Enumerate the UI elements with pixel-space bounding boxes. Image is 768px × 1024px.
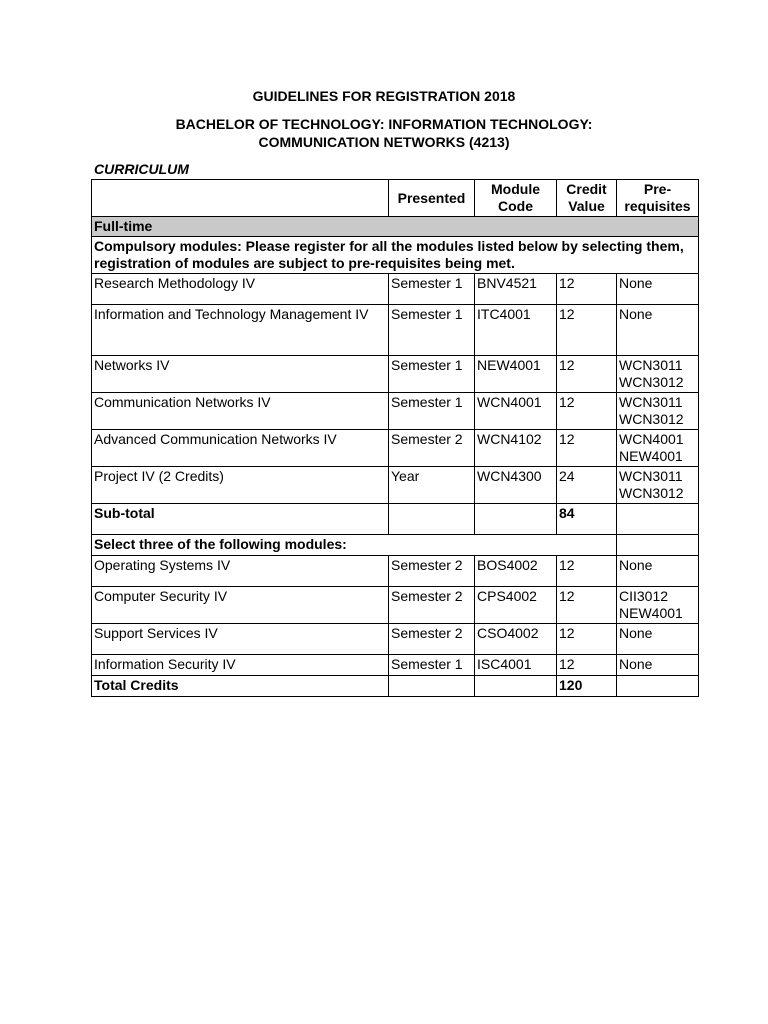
module-name: Advanced Communication Networks IV xyxy=(92,430,389,467)
table-row xyxy=(92,467,699,504)
presented: Semester 1 xyxy=(389,274,475,305)
compulsory-note: Compulsory modules: Please register for all the modules listed below by selecting them, registration of modules are subject to pre-requisites being met. xyxy=(92,237,699,274)
prerequisite-2: WCN3012 xyxy=(619,485,684,501)
prerequisites xyxy=(617,393,699,430)
module-name: Computer Security IV xyxy=(92,587,389,624)
module-code: ISC4001 xyxy=(475,655,557,676)
document-title: GUIDELINES FOR REGISTRATION 2018 xyxy=(252,88,516,104)
programme-title-line-2: COMMUNICATION NETWORKS (4213) xyxy=(258,134,510,150)
module-code: ITC4001 xyxy=(475,305,557,356)
table-row xyxy=(92,587,699,624)
presented: Semester 1 xyxy=(389,356,475,393)
prerequisites xyxy=(617,655,699,676)
presented: Semester 2 xyxy=(389,556,475,587)
credit-value: 12 xyxy=(557,274,617,305)
subtotal-value: 84 xyxy=(557,504,617,535)
prerequisite-1: WCN3011 xyxy=(619,357,683,373)
prerequisite-1: CII3012 xyxy=(619,588,669,604)
empty-cell xyxy=(389,504,475,535)
compulsory-note-row xyxy=(92,237,699,274)
module-code: CPS4002 xyxy=(475,587,557,624)
module-code: BNV4521 xyxy=(475,274,557,305)
credit-value: 12 xyxy=(557,305,617,356)
table-row xyxy=(92,356,699,393)
module-name: Information Security IV xyxy=(92,655,389,676)
module-code: NEW4001 xyxy=(475,356,557,393)
header-presented: Presented xyxy=(389,180,475,217)
table-row xyxy=(92,274,699,305)
full-time-label: Full-time xyxy=(92,217,699,237)
module-name: Research Methodology IV xyxy=(92,274,389,305)
prerequisites xyxy=(617,356,699,393)
compulsory-modules xyxy=(92,274,699,504)
module-name: Information and Technology Management IV xyxy=(92,305,389,356)
table-row xyxy=(92,655,699,676)
prerequisites xyxy=(617,430,699,467)
header-module-code: Module Code xyxy=(475,180,557,217)
full-time-section-row xyxy=(92,217,699,237)
table-header-row xyxy=(92,180,699,217)
prerequisite-2: NEW4001 xyxy=(619,448,683,464)
elective-modules xyxy=(92,556,699,676)
elective-heading-row xyxy=(92,535,699,556)
module-code: WCN4001 xyxy=(475,393,557,430)
prerequisite-1: None xyxy=(619,557,653,573)
table-row xyxy=(92,393,699,430)
module-code: WCN4300 xyxy=(475,467,557,504)
empty-cell xyxy=(475,676,557,697)
credit-value: 12 xyxy=(557,356,617,393)
empty-cell xyxy=(617,676,699,697)
module-code: WCN4102 xyxy=(475,430,557,467)
curriculum-label: CURRICULUM xyxy=(94,161,189,177)
programme-title-line-1: BACHELOR OF TECHNOLOGY: INFORMATION TECHNOLOGY: xyxy=(175,116,593,132)
presented: Semester 2 xyxy=(389,624,475,655)
table-row xyxy=(92,430,699,467)
subtotal-row xyxy=(92,504,699,535)
prerequisite-1: None xyxy=(619,275,653,291)
presented: Year xyxy=(389,467,475,504)
prerequisite-2: WCN3012 xyxy=(619,374,684,390)
prerequisite-1: WCN3011 xyxy=(619,468,683,484)
presented: Semester 1 xyxy=(389,305,475,356)
credit-value: 24 xyxy=(557,467,617,504)
total-value: 120 xyxy=(557,676,617,697)
module-code: BOS4002 xyxy=(475,556,557,587)
credit-value: 12 xyxy=(557,556,617,587)
header-prerequisites: Pre- requisites xyxy=(617,180,699,217)
module-name: Project IV (2 Credits) xyxy=(92,467,389,504)
presented: Semester 2 xyxy=(389,430,475,467)
prerequisite-1: WCN4001 xyxy=(619,431,684,447)
prerequisites xyxy=(617,624,699,655)
table-row xyxy=(92,305,699,356)
header-module-name xyxy=(92,180,389,217)
prerequisites xyxy=(617,305,699,356)
module-name: Communication Networks IV xyxy=(92,393,389,430)
prerequisites xyxy=(617,587,699,624)
table-row xyxy=(92,556,699,587)
credit-value: 12 xyxy=(557,393,617,430)
presented: Semester 1 xyxy=(389,393,475,430)
elective-heading: Select three of the following modules: xyxy=(92,535,617,556)
credit-value: 12 xyxy=(557,587,617,624)
curriculum-table xyxy=(91,179,699,697)
total-row xyxy=(92,676,699,697)
prerequisite-1: None xyxy=(619,656,653,672)
prerequisite-1: None xyxy=(619,625,653,641)
credit-value: 12 xyxy=(557,655,617,676)
prerequisite-1: WCN3011 xyxy=(619,394,683,410)
prerequisites xyxy=(617,274,699,305)
prerequisite-1: None xyxy=(619,306,653,322)
credit-value: 12 xyxy=(557,624,617,655)
credit-value: 12 xyxy=(557,430,617,467)
subtotal-label: Sub-total xyxy=(92,504,389,535)
module-name: Operating Systems IV xyxy=(92,556,389,587)
module-name: Support Services IV xyxy=(92,624,389,655)
presented: Semester 2 xyxy=(389,587,475,624)
presented: Semester 1 xyxy=(389,655,475,676)
empty-cell xyxy=(617,504,699,535)
prerequisite-2: WCN3012 xyxy=(619,411,684,427)
total-label: Total Credits xyxy=(92,676,389,697)
prerequisites xyxy=(617,556,699,587)
empty-cell xyxy=(389,676,475,697)
table-row xyxy=(92,624,699,655)
header-credit-value: Credit Value xyxy=(557,180,617,217)
empty-cell xyxy=(617,535,699,556)
module-name: Networks IV xyxy=(92,356,389,393)
module-code: CSO4002 xyxy=(475,624,557,655)
prerequisite-2: NEW4001 xyxy=(619,605,683,621)
empty-cell xyxy=(475,504,557,535)
prerequisites xyxy=(617,467,699,504)
